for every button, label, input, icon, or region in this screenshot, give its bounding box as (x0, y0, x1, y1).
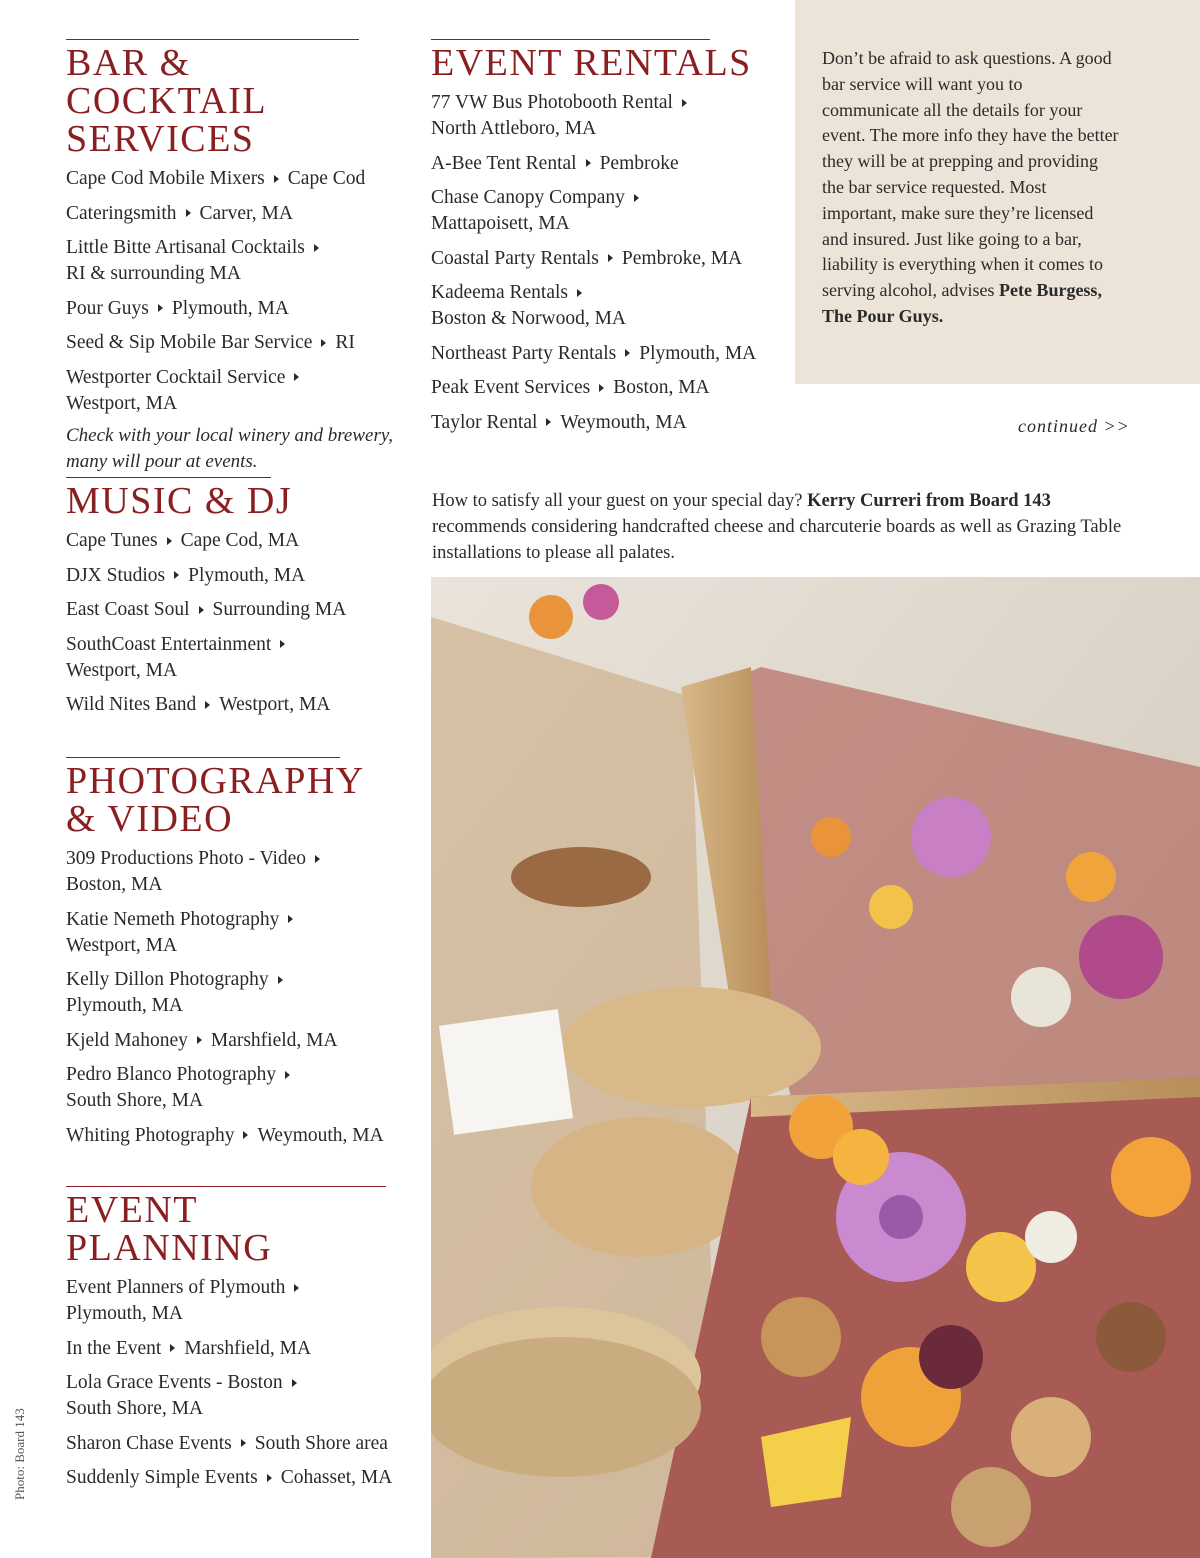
vendor-item: Kelly Dillon Photography Plymouth, MA (66, 967, 406, 1019)
vendor-item: Kjeld Mahoney Marshfield, MA (66, 1029, 338, 1051)
event-planning-section (66, 1186, 406, 1500)
section-title: PHOTOGRAPHY & VIDEO (66, 760, 365, 840)
section-title: EVENT RENTALS (431, 42, 752, 84)
vendor-item: Kadeema Rentals Boston & Norwood, MA (431, 282, 627, 329)
arrow-icon (546, 418, 551, 426)
vendor-item: Pedro Blanco Photography South Shore, MA (66, 1062, 406, 1114)
vendor-item: Whiting Photography Weymouth, MA (66, 1124, 384, 1146)
vendor-item: East Coast Soul Surrounding MA (66, 599, 347, 620)
arrow-icon (174, 571, 179, 579)
arrow-icon (634, 194, 639, 202)
section-rule (66, 477, 271, 478)
music-dj-section (66, 477, 396, 727)
section-rule (66, 1186, 386, 1187)
arrow-icon (625, 349, 630, 357)
arrow-icon (321, 339, 326, 347)
vendor-item: Pour Guys Plymouth, MA (66, 297, 289, 319)
tip-text: Don’t be afraid to ask questions. A good bar service will want you to communicate all the details for your event. The more info they have the better they will be at prepping and providing the bar service requested. Most important, make sure they’re licensed and insured. Just like going to a bar, liability is everything when it comes to serving alcohol, advises Pete Burgess, The Pour Guys. (822, 48, 1119, 326)
arrow-icon (186, 209, 191, 217)
arrow-icon (288, 915, 293, 923)
arrow-icon (199, 606, 204, 614)
vendor-list (66, 166, 396, 417)
vendor-list (66, 528, 396, 718)
vendor-item: 77 VW Bus Photobooth Rental North Attleboro, MA (431, 90, 771, 142)
arrow-icon (167, 537, 172, 545)
section-title: EVENT PLANNING (66, 1189, 273, 1269)
vendor-item: Cape Cod Mobile Mixers Cape Cod (66, 168, 366, 189)
arrow-icon (315, 855, 320, 863)
bar-cocktail-section (66, 39, 396, 475)
arrow-icon (241, 1439, 246, 1447)
arrow-icon (599, 384, 604, 392)
vendor-item: In the Event Marshfield, MA (66, 1337, 312, 1359)
arrow-icon (586, 159, 591, 167)
arrow-icon (197, 1036, 202, 1044)
photo-caption: How to satisfy all your guest on your special day? Kerry Curreri from Board 143 recommends considering handcrafted cheese and charcuterie boards as well as Grazing Table installations to please all palates. (432, 491, 1122, 563)
arrow-icon (577, 289, 582, 297)
vendor-item: Suddenly Simple Events Cohasset, MA (66, 1467, 393, 1488)
section-rule (66, 757, 340, 758)
vendor-list (431, 90, 771, 436)
arrow-icon (314, 244, 319, 252)
arrow-icon (285, 1071, 290, 1079)
arrow-icon (158, 304, 163, 312)
vendor-item: Northeast Party Rentals Plymouth, MA (431, 342, 757, 364)
vendor-item: Taylor Rental Weymouth, MA (431, 411, 687, 433)
vendor-item: 309 Productions Photo - Video Boston, MA (66, 846, 406, 898)
section-rule (66, 39, 359, 40)
vendor-item: Sharon Chase Events South Shore area (66, 1432, 388, 1454)
vendor-item: SouthCoast Entertainment Westport, MA (66, 632, 396, 684)
vendor-item: Cape Tunes Cape Cod, MA (66, 530, 300, 551)
section-title: BAR & COCKTAIL SERVICES (66, 42, 268, 160)
vendor-item: Katie Nemeth Photography Westport, MA (66, 907, 406, 959)
photography-section (66, 757, 406, 1157)
arrow-icon (267, 1474, 272, 1482)
arrow-icon (170, 1344, 175, 1352)
vendor-item: Cateringsmith Carver, MA (66, 202, 293, 224)
vendor-item: Chase Canopy Company Mattapoisett, MA (431, 185, 771, 237)
arrow-icon (294, 1284, 299, 1292)
arrow-icon (278, 976, 283, 984)
vendor-item: Coastal Party Rentals Pembroke, MA (431, 247, 743, 269)
continued-label: continued >> (1018, 416, 1130, 436)
vendor-item: Little Bitte Artisanal Cocktails RI & surrounding MA (66, 235, 396, 287)
vendor-list (66, 1275, 406, 1491)
arrow-icon (294, 373, 299, 381)
grazing-table-photo (431, 577, 1200, 1558)
arrow-icon (274, 175, 279, 183)
photo-credit: Photo: Board 143 (12, 1408, 27, 1500)
arrow-icon (292, 1379, 297, 1387)
section-note: Check with your local winery and brewery, many will pour at events. (66, 425, 393, 472)
vendor-list (66, 846, 406, 1149)
vendor-item: DJX Studios Plymouth, MA (66, 564, 306, 586)
arrow-icon (682, 99, 687, 107)
vendor-item: Seed & Sip Mobile Bar Service RI (66, 332, 355, 353)
arrow-icon (280, 640, 285, 648)
event-rentals-section (431, 39, 771, 444)
vendor-item: Westporter Cocktail Service Westport, MA (66, 365, 396, 417)
section-rule (431, 39, 710, 40)
vendor-item: Wild Nites Band Westport, MA (66, 694, 331, 715)
vendor-item: Lola Grace Events - Boston South Shore, MA (66, 1370, 406, 1422)
arrow-icon (608, 254, 613, 262)
arrow-icon (243, 1131, 248, 1139)
section-title: MUSIC & DJ (66, 480, 293, 522)
vendor-item: Event Planners of Plymouth Plymouth, MA (66, 1275, 406, 1327)
tip-sidebar (795, 0, 1200, 384)
vendor-item: Peak Event Services Boston, MA (431, 377, 710, 398)
arrow-icon (205, 701, 210, 709)
vendor-item: A-Bee Tent Rental Pembroke (431, 152, 679, 174)
